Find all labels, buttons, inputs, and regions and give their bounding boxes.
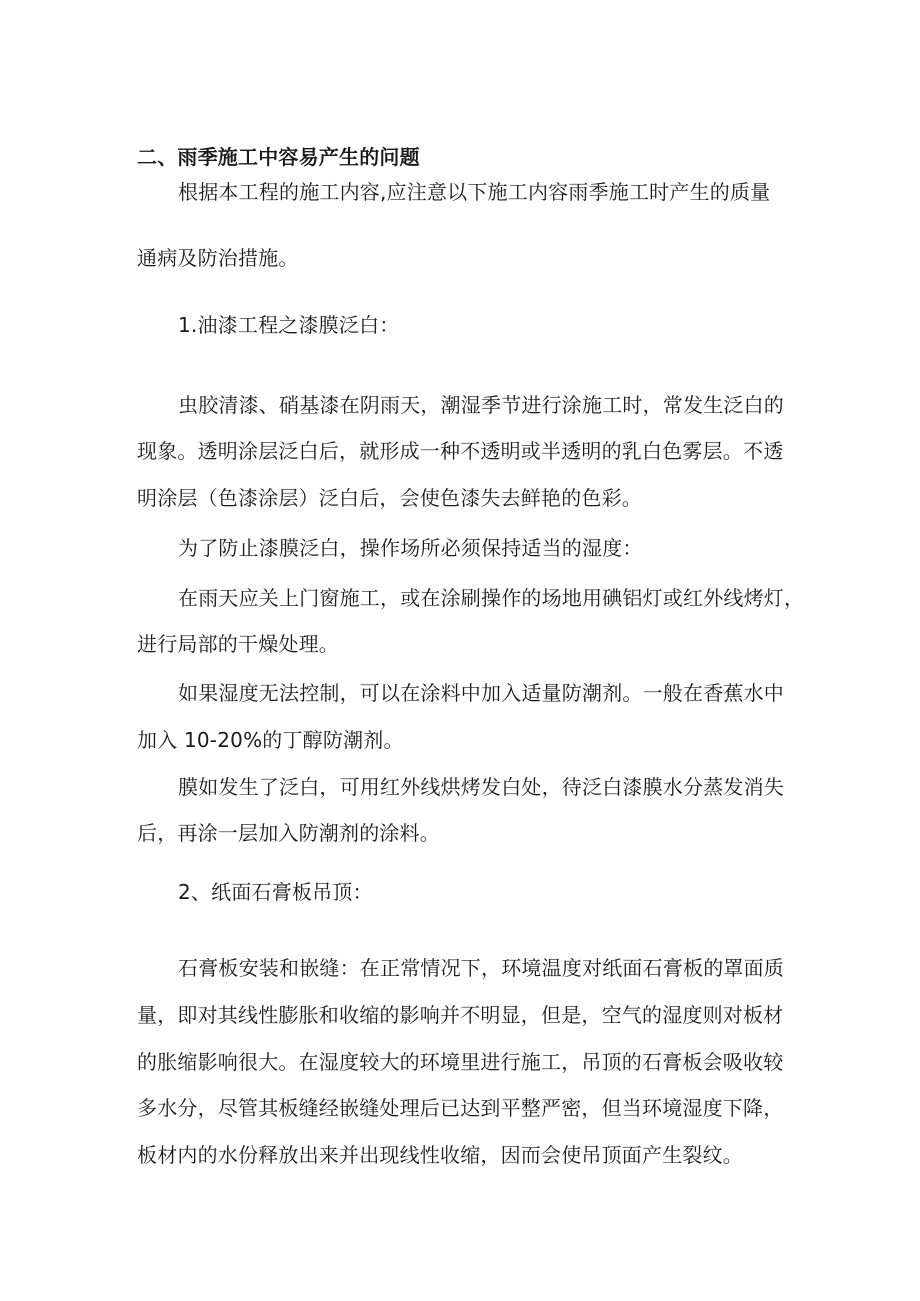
section1-p1-line-2: 现象。透明涂层泛白后，就形成一种不透明或半透明的乳白色雾层。不透	[137, 439, 784, 463]
section2-p1-line-2: 量，即对其线性膨胀和收缩的影响并不明显，但是，空气的湿度则对板材	[137, 1003, 784, 1027]
section1-p2: 为了防止漆膜泛白，操作场所必须保持适当的湿度：	[178, 536, 643, 560]
section1-p4-line-2: 加入 10-20%的丁醇防潮剂。	[137, 728, 404, 752]
intro-line-1: 根据本工程的施工内容,应注意以下施工内容雨季施工时产生的质量	[178, 180, 771, 204]
section1-p5-line-1: 膜如发生了泛白，可用红外线烘烤发白处，待泛白漆膜水分蒸发消失	[178, 775, 784, 799]
section2-p1-line-1: 石膏板安装和嵌缝：在正常情况下，环境温度对纸面石膏板的罩面质	[178, 956, 784, 980]
section1-p1-line-3: 明涂层（色漆涂层）泛白后，会使色漆失去鲜艳的色彩。	[137, 486, 642, 510]
section2-p1-line-4: 多水分，尽管其板缝经嵌缝处理后已达到平整严密，但当环境湿度下降，	[137, 1096, 784, 1120]
section1-title: 1.油漆工程之漆膜泛白：	[178, 313, 400, 337]
section1-p5-line-2: 后，再涂一层加入防潮剂的涂料。	[137, 821, 440, 845]
section1-p4-line-1: 如果湿度无法控制，可以在涂料中加入适量防潮剂。一般在香蕉水中	[178, 681, 784, 705]
section-heading: 二、雨季施工中容易产生的问题	[137, 145, 420, 169]
section1-p3-line-2: 进行局部的干燥处理。	[137, 632, 339, 656]
section1-p1-line-1: 虫胶清漆、硝基漆在阴雨天，潮湿季节进行涂施工时，常发生泛白的	[178, 393, 784, 417]
section2-title: 2、纸面石膏板吊顶：	[178, 880, 373, 904]
section1-p3-line-1: 在雨天应关上门窗施工，或在涂刷操作的场地用碘铝灯或红外线烤灯，	[178, 586, 805, 610]
intro-line-2: 通病及防治措施。	[137, 246, 299, 270]
section2-p1-line-5: 板材内的水份释放出来并出现线性收缩，因而会使吊顶面产生裂纹。	[137, 1143, 743, 1167]
section2-p1-line-3: 的胀缩影响很大。在湿度较大的环境里进行施工，吊顶的石膏板会吸收较	[137, 1050, 784, 1074]
